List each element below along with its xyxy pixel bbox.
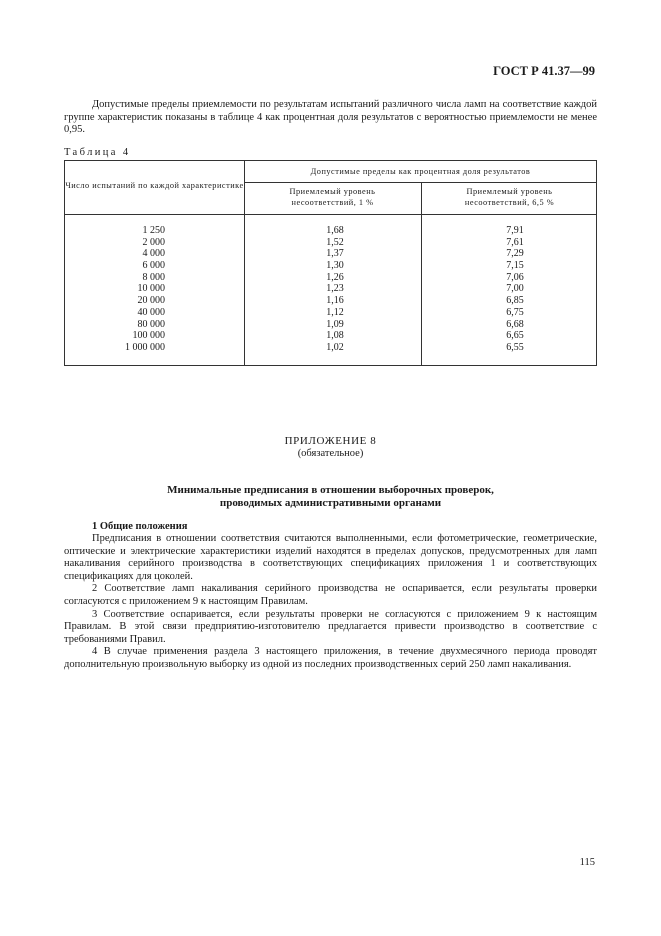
table-cell: 1,30: [326, 260, 344, 272]
table-cell: 1,02: [326, 341, 344, 353]
table-cell: 1,23: [326, 283, 344, 295]
table-cell: 7,15: [506, 260, 524, 272]
table-cell: 20 000: [137, 295, 165, 307]
table-cell: 1,52: [326, 236, 344, 248]
table-cell: 6,85: [506, 295, 524, 307]
col-tests-header: Число испытаний по каждой характеристике: [65, 181, 244, 190]
table-caption: Таблица 4: [64, 147, 131, 158]
appendix-subtitle: (обязательное): [297, 448, 364, 459]
table-cell: 1 250: [142, 225, 165, 236]
table-cell: 6,75: [506, 306, 524, 318]
paragraph: 2 Соответствие ламп накаливания серийного производства не оспаривается, если результаты проверки согласуются с приложением 9 к настоящим Правилам.: [64, 583, 597, 607]
table-cell: 1,08: [326, 330, 344, 342]
appendix-body: [64, 533, 597, 672]
table-divider: [244, 182, 596, 183]
table-4: [64, 160, 597, 366]
table-cell: 6 000: [142, 260, 165, 272]
table-cell: 1,12: [326, 306, 344, 318]
col-level-1-header: Приемлемый уровень несоответствий, 1 %: [289, 187, 376, 207]
table-cell: 1,26: [326, 271, 344, 283]
table-cell: 7,29: [506, 248, 524, 260]
paragraph: 3 Соответствие оспаривается, если результаты проверки не согласуются с приложением 9 к настоящим Правилам. В этой связи предприятию-изготовителю предлагается привести производство в соответствие с требованиями Правил.: [64, 608, 597, 645]
appendix-title: ПРИЛОЖЕНИЕ 8: [284, 435, 377, 447]
col-level-6-5-header: Приемлемый уровень несоответствий, 6,5 %: [464, 187, 555, 207]
table-cell: 7,06: [506, 271, 524, 283]
group-header: Допустимые пределы как процентная доля результатов: [310, 167, 531, 176]
column-tests: [103, 225, 165, 354]
table-cell: 1,09: [326, 318, 344, 330]
table-cell: 1,16: [326, 295, 344, 307]
table-cell: 6,65: [506, 330, 524, 342]
document-code: ГОСТ Р 41.37—99: [493, 64, 595, 78]
paragraph: Предписания в отношении соответствия считаются выполненными, если фотометрические, геометрические, оптические и электрические характеристики изделий находятся в пределах допусков, предусмотренных для ламп накаливания серийного производства в соответствующих спецификациях приложения 1 и соответствующих спецификациях для цоколей.: [64, 533, 597, 582]
table-cell: 7,00: [506, 283, 524, 295]
table-cell: 100 000: [132, 330, 165, 342]
column-level-6-5: [485, 225, 545, 354]
table-cell: 2 000: [142, 236, 165, 248]
appendix-heading-line: Минимальные предписания в отношении выборочных проверок,: [167, 484, 494, 496]
table-cell: 1,68: [326, 225, 344, 236]
table-cell: 6,55: [506, 341, 524, 353]
page-number: 115: [579, 857, 595, 868]
table-divider: [421, 182, 422, 365]
table-cell: 40 000: [137, 306, 165, 318]
appendix-heading: [0, 484, 661, 510]
table-header-separator: [65, 214, 596, 215]
table-cell: 7,91: [506, 225, 524, 236]
table-cell: 80 000: [137, 318, 165, 330]
table-cell: 4 000: [142, 248, 165, 260]
paragraph: 4 В случае применения раздела 3 настоящего приложения, в течение двухмесячного периода проводят дополнительную произвольную выборку из одной из последних производственных серий 250 ламп накаливания.: [64, 646, 597, 670]
appendix-heading-line: проводимых административными органами: [219, 497, 442, 509]
section-title: 1 Общие положения: [92, 521, 188, 532]
column-level-1: [295, 225, 375, 354]
table-cell: 10 000: [137, 283, 165, 295]
intro-paragraph: Допустимые пределы приемлемости по результатам испытаний различного числа ламп на соответствие каждой группе характеристик показаны в таблице 4 как процентная доля результатов с вероятностью приемлемости не менее 0,95.: [64, 99, 597, 136]
table-cell: 1 000 000: [125, 341, 165, 353]
table-cell: 8 000: [142, 271, 165, 283]
table-cell: 1,37: [326, 248, 344, 260]
table-cell: 7,61: [506, 236, 524, 248]
table-divider: [244, 161, 245, 365]
table-cell: 6,68: [506, 318, 524, 330]
